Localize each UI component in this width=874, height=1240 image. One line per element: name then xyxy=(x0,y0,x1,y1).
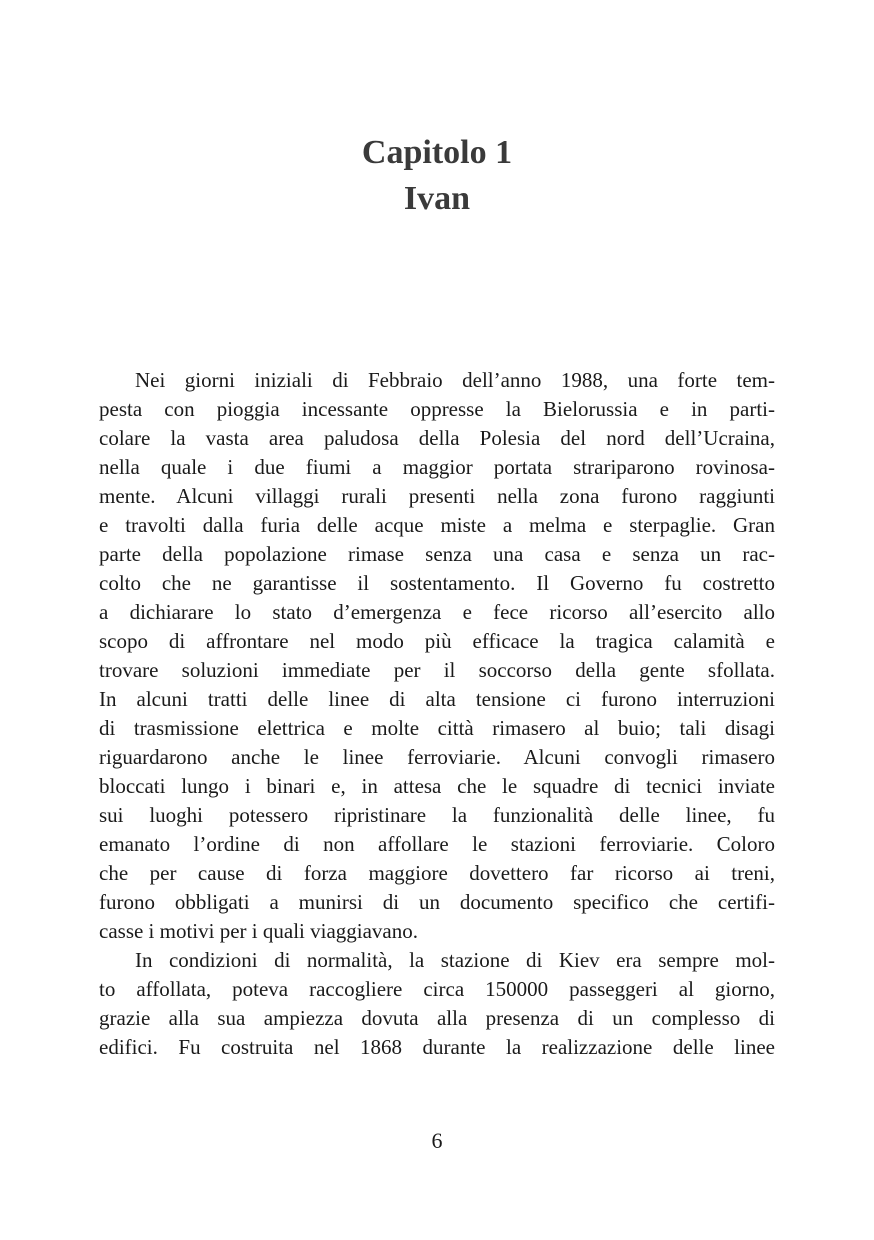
text-line: riguardarono anche le linee ferroviarie. Alcuni convogli rimasero xyxy=(99,745,775,769)
page-number: 6 xyxy=(431,1128,443,1153)
text-line: grazie alla sua ampiezza dovuta alla presenza di un complesso di xyxy=(99,1006,775,1030)
text-line: Nei giorni iniziali di Febbraio dell’anno 1988, una forte tem- xyxy=(135,368,775,392)
text-line: In alcuni tratti delle linee di alta tensione ci furono interruzioni xyxy=(99,687,775,711)
text-line: pesta con pioggia incessante oppresse la Bielorussia e in parti- xyxy=(99,397,775,421)
text-line: mente. Alcuni villaggi rurali presenti nella zona furono raggiunti xyxy=(99,484,775,508)
text-line: a dichiarare lo stato d’emergenza e fece ricorso all’esercito allo xyxy=(99,600,775,624)
text-line: di trasmissione elettrica e molte città rimasero al buio; tali disagi xyxy=(99,716,775,740)
text-line: casse i motivi per i quali viaggiavano. xyxy=(99,919,418,943)
chapter-number: Capitolo 1 xyxy=(361,134,513,171)
text-line: scopo di affrontare nel modo più efficace la tragica calamità e xyxy=(99,629,775,653)
text-line: sui luoghi potessero ripristinare la funzionalità delle linee, fu xyxy=(99,803,775,827)
text-line: che per cause di forza maggiore dovettero far ricorso ai treni, xyxy=(99,861,775,885)
text-line: nella quale i due fiumi a maggior portata strariparono rovinosa- xyxy=(99,455,775,479)
text-line: to affollata, poteva raccogliere circa 150000 passeggeri al giorno, xyxy=(99,977,775,1001)
chapter-title xyxy=(0,130,874,222)
text-line: parte della popolazione rimase senza una casa e senza un rac- xyxy=(99,542,775,566)
text-line: e travolti dalla furia delle acque miste a melma e sterpaglie. Gran xyxy=(99,513,775,537)
text-line: bloccati lungo i binari e, in attesa che le squadre di tecnici inviate xyxy=(99,774,775,798)
text-line: furono obbligati a munirsi di un documento specifico che certifi- xyxy=(99,890,775,914)
text-line: In condizioni di normalità, la stazione di Kiev era sempre mol- xyxy=(135,948,775,972)
text-line: edifici. Fu costruita nel 1868 durante la realizzazione delle linee xyxy=(99,1035,775,1059)
text-line: colto che ne garantisse il sostentamento. Il Governo fu costretto xyxy=(99,571,775,595)
text-line: trovare soluzioni immediate per il soccorso della gente sfollata. xyxy=(99,658,775,682)
text-line: emanato l’ordine di non affollare le stazioni ferroviarie. Coloro xyxy=(99,832,775,856)
text-line: colare la vasta area paludosa della Polesia del nord dell’Ucraina, xyxy=(99,426,775,450)
body-text xyxy=(99,366,775,1062)
chapter-name: Ivan xyxy=(403,180,471,217)
